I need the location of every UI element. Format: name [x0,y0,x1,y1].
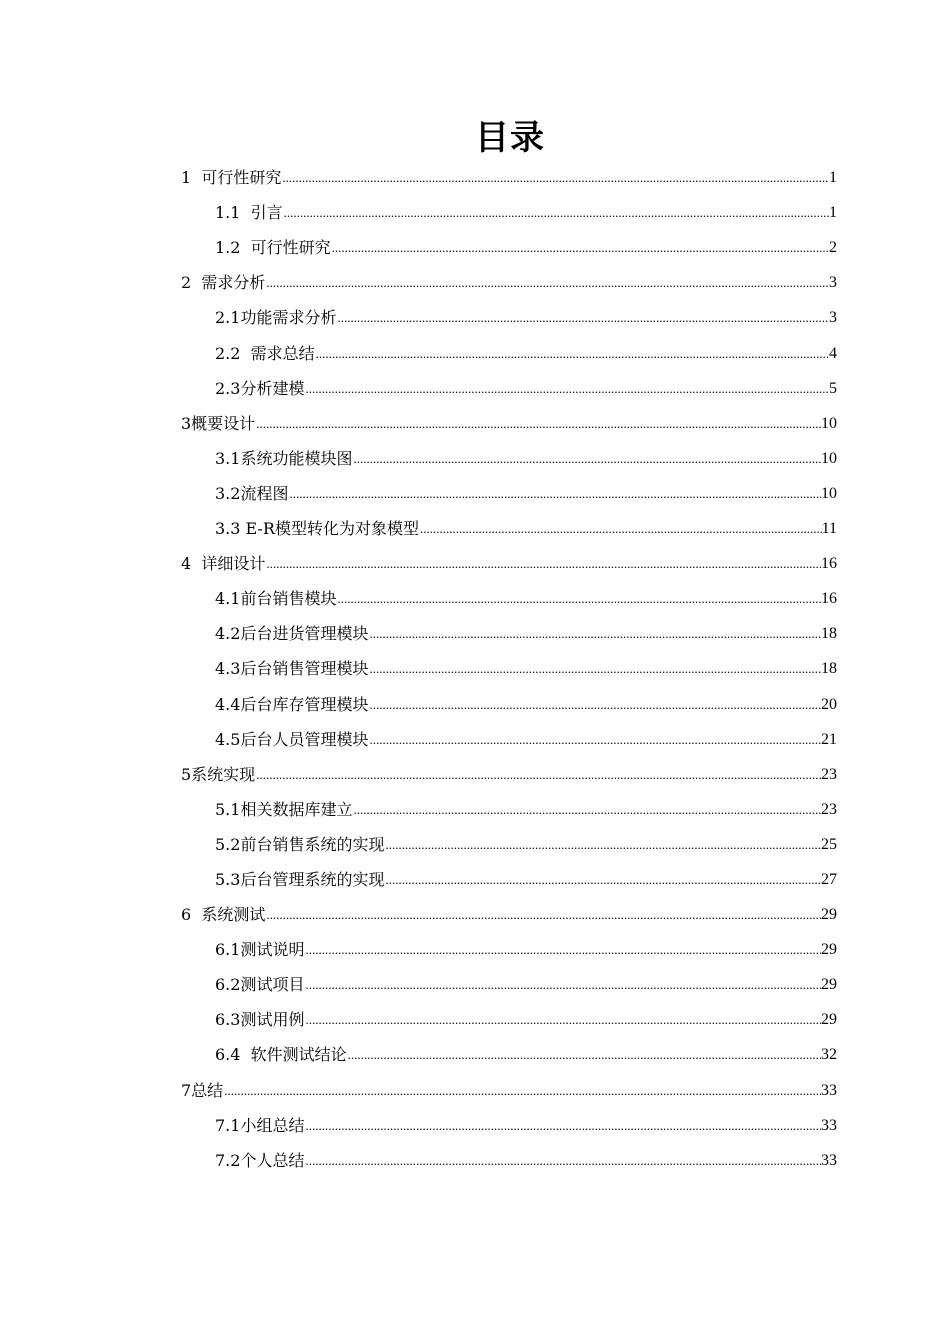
toc-entry-page-number: 33 [821,1081,837,1099]
toc-entry-page-number: 3 [829,274,837,292]
toc-dot-leader [315,344,829,364]
toc-entry-page-number: 29 [821,976,837,994]
toc-entry-label: 7.1小组总结 [215,1115,305,1135]
toc-entry-page-number: 16 [821,555,837,573]
toc-dot-leader [347,1045,821,1065]
toc-dot-leader [368,695,821,715]
toc-section-entry[interactable] [181,263,837,298]
toc-subsection-entry[interactable] [181,439,837,474]
toc-entry-label: 6.4 软件测试结论 [215,1045,347,1065]
toc-entry-label: 4.1前台销售模块 [215,589,337,609]
toc-subsection-entry[interactable] [181,965,837,1000]
toc-section-entry[interactable] [181,895,837,930]
toc-subsection-entry[interactable] [181,579,837,614]
toc-subsection-entry[interactable] [181,649,837,684]
table-of-contents [181,158,837,1176]
toc-dot-leader [352,449,821,469]
toc-dot-leader [255,765,821,785]
toc-entry-label: 7.2个人总结 [215,1150,305,1170]
toc-entry-page-number: 1 [829,169,837,187]
toc-section-entry[interactable] [181,755,837,790]
toc-entry-page-number: 23 [821,800,837,818]
toc-section-entry[interactable] [181,158,837,193]
toc-entry-page-number: 11 [821,520,837,538]
toc-dot-leader [384,870,821,890]
toc-dot-leader [304,1010,821,1030]
toc-dot-leader [384,835,821,855]
toc-subsection-entry[interactable] [181,509,837,544]
toc-subsection-entry[interactable] [181,1141,837,1176]
toc-subsection-entry[interactable] [181,614,837,649]
toc-entry-label: 1.2 可行性研究 [215,238,331,258]
toc-entry-page-number: 1 [829,204,837,222]
toc-entry-page-number: 33 [821,1116,837,1134]
toc-entry-page-number: 21 [821,730,837,748]
toc-entry-label: 4 详细设计 [181,554,266,574]
toc-entry-page-number: 10 [821,449,837,467]
toc-entry-label: 4.4后台库存管理模块 [215,694,369,714]
toc-entry-label: 5.1相关数据库建立 [215,799,353,819]
toc-entry-page-number: 16 [821,590,837,608]
toc-dot-leader [255,414,821,434]
toc-entry-label: 5.2前台销售系统的实现 [215,834,385,854]
toc-dot-leader [368,730,821,750]
toc-entry-label: 6.2测试项目 [215,975,305,995]
page-title: 目录 [475,118,545,158]
toc-entry-page-number: 33 [821,1151,837,1169]
toc-entry-page-number: 4 [829,344,837,362]
toc-entry-page-number: 27 [821,870,837,888]
toc-dot-leader [368,659,821,679]
toc-subsection-entry[interactable] [181,193,837,228]
toc-entry-label: 5.3后台管理系统的实现 [215,869,385,889]
toc-section-entry[interactable] [181,1070,837,1105]
toc-dot-leader [419,519,822,539]
toc-subsection-entry[interactable] [181,720,837,755]
toc-subsection-entry[interactable] [181,333,837,368]
toc-entry-label: 1.1 引言 [215,203,283,223]
toc-entry-label: 3概要设计 [181,413,256,433]
toc-dot-leader [336,308,829,328]
toc-entry-label: 5系统实现 [181,764,256,784]
toc-subsection-entry[interactable] [181,1106,837,1141]
toc-dot-leader [283,203,829,223]
toc-subsection-entry[interactable] [181,228,837,263]
toc-entry-label: 2 需求分析 [181,273,266,293]
toc-subsection-entry[interactable] [181,930,837,965]
toc-entry-label: 6.3测试用例 [215,1010,305,1030]
toc-dot-leader [288,484,821,504]
toc-entry-label: 3.3 E-R模型转化为对象模型 [215,519,419,539]
toc-subsection-entry[interactable] [181,790,837,825]
toc-entry-label: 1 可行性研究 [181,168,282,188]
toc-subsection-entry[interactable] [181,369,837,404]
toc-entry-label: 4.5后台人员管理模块 [215,729,369,749]
toc-entry-page-number: 25 [821,835,837,853]
toc-entry-page-number: 20 [821,695,837,713]
toc-entry-label: 3.2流程图 [215,483,289,503]
toc-subsection-entry[interactable] [181,1000,837,1035]
toc-dot-leader [265,905,821,925]
toc-dot-leader [265,554,821,574]
toc-entry-page-number: 10 [821,414,837,432]
toc-dot-leader [368,624,821,644]
toc-entry-label: 3.1系统功能模块图 [215,448,353,468]
toc-entry-page-number: 10 [821,484,837,502]
toc-entry-label: 6.1测试说明 [215,940,305,960]
toc-subsection-entry[interactable] [181,298,837,333]
toc-entry-label: 6 系统测试 [181,905,266,925]
toc-dot-leader [336,589,821,609]
toc-subsection-entry[interactable] [181,474,837,509]
toc-dot-leader [281,168,829,188]
toc-entry-page-number: 18 [821,625,837,643]
toc-entry-page-number: 32 [821,1046,837,1064]
toc-entry-page-number: 23 [821,765,837,783]
toc-entry-label: 7总结 [181,1080,224,1100]
toc-entry-page-number: 3 [829,309,837,327]
toc-subsection-entry[interactable] [181,860,837,895]
toc-dot-leader [304,1151,821,1171]
toc-section-entry[interactable] [181,404,837,439]
toc-entry-label: 2.2 需求总结 [215,343,315,363]
toc-subsection-entry[interactable] [181,684,837,719]
toc-dot-leader [331,238,829,258]
toc-entry-page-number: 2 [829,239,837,257]
toc-subsection-entry[interactable] [181,1035,837,1070]
toc-dot-leader [304,940,821,960]
toc-entry-page-number: 29 [821,941,837,959]
toc-entry-page-number: 29 [821,1011,837,1029]
toc-entry-page-number: 18 [821,660,837,678]
toc-entry-label: 2.1功能需求分析 [215,308,337,328]
toc-dot-leader [265,273,829,293]
toc-dot-leader [304,1116,821,1136]
toc-dot-leader [304,975,821,995]
toc-entry-page-number: 29 [821,906,837,924]
toc-dot-leader [304,379,829,399]
toc-entry-label: 4.3后台销售管理模块 [215,659,369,679]
toc-dot-leader [223,1081,821,1101]
toc-entry-label: 4.2后台进货管理模块 [215,624,369,644]
toc-section-entry[interactable] [181,544,837,579]
toc-entry-label: 2.3分析建模 [215,378,305,398]
toc-dot-leader [352,800,821,820]
toc-entry-page-number: 5 [829,379,837,397]
toc-subsection-entry[interactable] [181,825,837,860]
